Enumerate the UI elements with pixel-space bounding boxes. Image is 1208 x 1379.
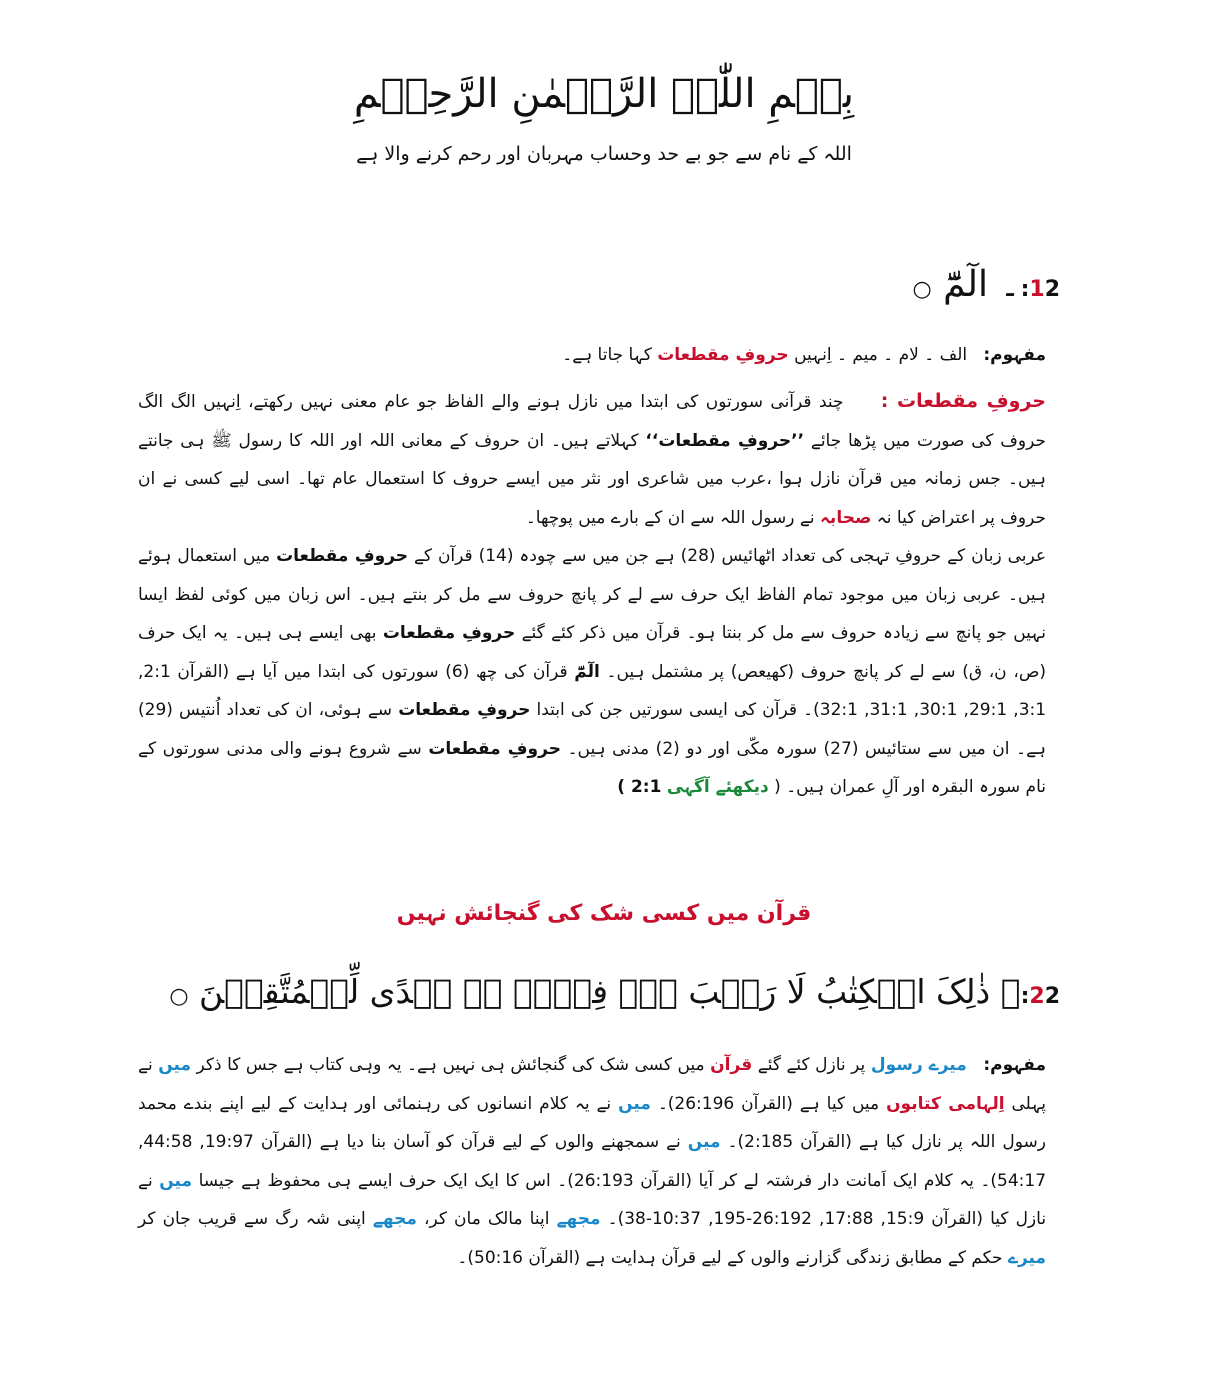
blue-highlight: مجھے [372, 1209, 417, 1229]
explanation-text: قرآن کی چھ (6) سورتوں کی ابتدا میں آیا ہے (القرآن 2:1, 3:1, 29:1, 30:1, 31:1, 32:1)۔ قرآن کی ایسی سورتیں جن کی ابتدا [138, 661, 1047, 720]
section-heading: قرآن میں کسی شک کی گنجائش نہیں [396, 901, 812, 926]
mafhoom-1-text: الف ۔ لام ۔ میم ۔ اِنہیں [794, 345, 968, 365]
explanation-text: چند قرآنی سورتوں کی ابتدا میں نازل ہونے والے الفاظ جو عام معنی نہیں رکھتے، اِنہیں الگ الگ حروف کی صورت میں پڑھا جائے [138, 392, 1047, 451]
explanation-text: نے رسول اللہ سے ان کے بارے میں پوچھا۔ [525, 507, 815, 528]
ayah-2-sura: 2: [1020, 984, 1060, 1009]
mafhoom-text: اپنا مالک مان کر، [423, 1209, 550, 1229]
explanation-term: حروفِ مقطعات [428, 738, 561, 759]
ayah-2-text: ۔ ذٰلِکَ الۡکِتٰبُ لَا رَیۡبَ ۚۖۛ فِیۡہِ ۚۛ ہُدًی لِّلۡمُتَّقِیۡنَ [199, 972, 1021, 1011]
ayah-1-number: 1 [1029, 277, 1045, 302]
explanation-label: حروفِ مقطعات : [880, 390, 1047, 412]
mafhoom-text: حکم کے مطابق زندگی گزارنے والوں کے لیے قرآن ہدایت ہے (القرآن 50:16)۔ [457, 1247, 1003, 1268]
see-aagahi-link[interactable]: دیکھئے آگہی [666, 777, 769, 797]
blue-highlight: میں [687, 1132, 721, 1152]
explanation-text: میں استعمال ہوئے ہیں۔ عربی زبان میں موجود تمام الفاظ ایک حرف سے لے کر پانچ حروف سے مل کر بنتے ہیں۔ اس زبان میں کوئی لفظ ایسا نہیں جو پانچ سے زیادہ حروف سے مل کر بنتا ہو۔ قرآن میں ذکر کئے گئے [138, 546, 1046, 643]
mafhoom-text: نے یہ کلام انسانوں کی رہنمائی اور ہدایت کے لیے اپنے بندے محمد رسول اللہ پر نازل کیا ہے (القرآن 2:185)۔ [138, 1093, 1046, 1152]
ayah-1-text: ۔ الٓمّٓ [943, 264, 1021, 305]
blue-highlight: میرے [1007, 1247, 1046, 1268]
explanation-text: بھی ایسے ہی ہیں۔ یہ ایک حرف (ص، ن، ق) سے لے کر پانچ حروف (کھیعص) پر مشتمل ہیں۔ [138, 623, 1047, 682]
mafhoom-text: نے نازل کیا (القرآن 15:9, 17:88, 26:192-195, 10:37-38)۔ [138, 1170, 1047, 1229]
red-highlight: اِلہامی کتابوں [886, 1093, 1005, 1114]
ayah-end-mark: ○ [912, 277, 932, 302]
explanation-term: الٓمّٓ [574, 661, 600, 682]
mafhoom-1-text-end: کہا جاتا ہے۔ [562, 345, 652, 365]
blue-highlight: میں [618, 1093, 651, 1114]
huroof-explanation [138, 382, 1046, 807]
explanation-term: ’’حروفِ مقطعات‘‘ [645, 430, 805, 451]
ayah-1 [0, 262, 1060, 313]
mafhoom-text: میں کیا ہے (القرآن 26:196)۔ [657, 1093, 880, 1114]
blue-highlight: میں [159, 1170, 193, 1191]
ayah-1-reference [1021, 277, 1060, 302]
blue-highlight: مجھے [556, 1209, 601, 1229]
explanation-text: سے ہوئی، ان کی تعداد اُنتیس (29) ہے۔ ان میں سے ستائیس (27) سورہ مکّی اور دو (2) مدنی ہیں۔ [138, 700, 1046, 759]
ayah-2-number: 2 [1029, 984, 1045, 1009]
bismillah-heading: بِسۡمِ اللّٰہِ الرَّحۡمٰنِ الرَّحِیۡمِ [353, 71, 855, 117]
explanation-term: حروفِ مقطعات [276, 546, 409, 566]
mafhoom-1 [138, 336, 1046, 375]
ayah-2 [0, 966, 1060, 1023]
ayah-2-reference [1021, 984, 1060, 1009]
mafhoom-label: مفہوم: [983, 1055, 1046, 1075]
sahaba-highlight: صحابہ [819, 507, 872, 528]
ayah-1-sura: 2: [1020, 277, 1060, 302]
huroof-highlight: حروفِ مقطعات [657, 345, 789, 365]
mafhoom-text: نے سمجھنے والوں کے لیے قرآن کو آسان بنا دیا ہے (القرآن 19:97, 44:58, 54:17)۔ یہ کلام ایک اَمانت دار فرشتہ لے کر آیا (القرآن 26:193)۔ اس کا ایک ایک حرف ایسے ہی محفوظ ہے جیسا [138, 1132, 1047, 1191]
explanation-text: عربی زبان کے حروفِ تہجی کی تعداد اٹھائیس (28) ہے جن میں سے چودہ (14) قرآن کے [413, 546, 1047, 566]
explanation-text: کہلاتے ہیں۔ ان حروف کے معانی اللہ اور اللہ کا رسول ﷺ ہی جانتے ہیں۔ جس زمانہ میں قرآن نازل ہوا ،عرب میں شاعری اور نثر میں ایسے حروف کا استعمال عام تھا۔ اسی لیے کسی نے ان حروف پر اعتراض کیا نہ [138, 430, 1046, 528]
mafhoom-text: نے پہلی [138, 1055, 1047, 1114]
mafhoom-2 [138, 1046, 1046, 1277]
blue-highlight: میں [158, 1055, 191, 1075]
explanation-term: حروفِ مقطعات [382, 623, 516, 643]
explanation-term: حروفِ مقطعات [398, 700, 531, 720]
red-highlight: قرآن [710, 1055, 753, 1075]
mafhoom-text: پر نازل کئے گئے [757, 1055, 866, 1075]
mafhoom-text: میں کسی شک کی گنجائش ہی نہیں ہے۔ یہ وہی کتاب ہے جس کا ذکر [196, 1055, 705, 1075]
explanation-text: سے شروع ہونے والی مدنی سورتوں کے نام سورہ البقرہ اور آلِ عمران ہیں۔ ( [138, 738, 1046, 797]
explanation-text: 2:1 ) [617, 777, 662, 797]
blue-highlight: میرے رسول [870, 1055, 967, 1075]
explanation-paragraph-2 [138, 537, 1046, 807]
mafhoom-label: مفہوم: [983, 345, 1046, 365]
bismillah-translation: اللہ کے نام سے جو بے حد وحساب مہربان اور رحم کرنے والا ہے [356, 143, 852, 165]
explanation-paragraph-1 [138, 382, 1046, 537]
ayah-end-mark: ○ [169, 984, 189, 1009]
mafhoom-text: اپنی شہ رگ سے قریب جان کر [138, 1209, 366, 1229]
